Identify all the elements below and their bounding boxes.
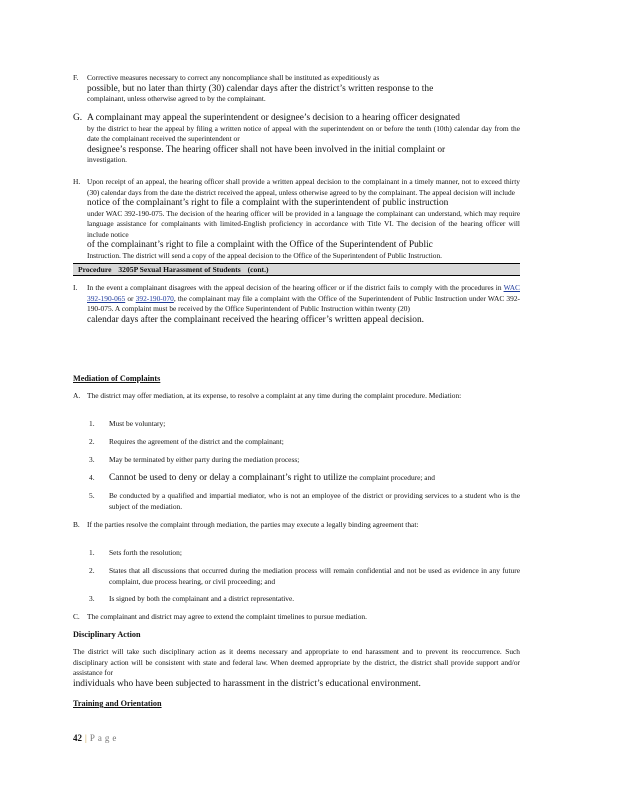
procedure-label: Procedure — [78, 265, 112, 274]
section-h-line4: of the complainant’s right to file a complaint with the Office of the Superintendent of Public — [87, 240, 433, 250]
item-number: 5. — [89, 491, 95, 500]
item-text: Requires the agreement of the district and the complainant; — [109, 437, 284, 446]
section-f-line2: possible, but no later than thirty (30) calendar days after the district’s written response to the — [87, 83, 434, 94]
section-h-line3: under WAC 392-190-075. The decision of the hearing officer will be provided in a language the complainant can understand, which may require language assistance for complainants with limited-English proficiency in accordance with Title VI. The decision of the hearing officer will include notice — [87, 208, 520, 239]
mediation-b-text: If the parties resolve the complaint through mediation, the parties may execute a legally binding agreement that: — [87, 520, 419, 529]
section-h-label: H. — [73, 177, 81, 186]
mediation-b — [73, 520, 520, 531]
item-number: 1. — [89, 419, 95, 428]
item-text: States that all discussions that occurred during the mediation process will remain confidential and not be used as evidence in any future complaint, due process hearing, or civil proceeding; and — [109, 566, 520, 586]
procedure-cont: (cont.) — [247, 265, 269, 274]
mediation-c-text: The complainant and district may agree to extend the complaint timelines to pursue mediation. — [87, 612, 367, 621]
section-g-line1: A complainant may appeal the superintendent or designee’s decision to a hearing officer designated — [87, 113, 460, 123]
mediation-b-item-2 — [89, 566, 520, 587]
mediation-c — [73, 612, 520, 623]
section-g-line3: designee’s response. The hearing officer shall not have been involved in the initial complaint or — [87, 144, 446, 155]
mediation-c-label: C. — [73, 612, 80, 621]
item-number: 1. — [89, 548, 95, 557]
item-text: Sets forth the resolution; — [109, 548, 182, 557]
item-number: 2. — [89, 437, 95, 446]
wac-070-link[interactable]: 392-190-070 — [135, 293, 174, 303]
page-number: 42 — [73, 733, 82, 743]
procedure-title: 3205P Sexual Harassment of Students — [118, 265, 241, 274]
section-i-post: , the complainant may file a complaint with the Office of the Superintendent of Public Instruction under WAC 392-190-075. A complaint must be received by the Office Superintendent of Public Instruction within twenty (20) — [87, 293, 520, 313]
section-h-line5: Instruction. The district will send a copy of the appeal decision to the Office of the Superintendent of Public Instruction. — [87, 250, 443, 260]
mediation-b-item-3 — [89, 594, 520, 605]
section-i-pre: In the event a complainant disagrees with the appeal decision of the hearing officer or if the district fails to comply with the procedures in — [87, 283, 502, 292]
section-h-line1: Upon receipt of an appeal, the hearing officer shall provide a written appeal decision to the complainant in a timely manner, not to exceed thirty (30) calendar days from the date the district received the appeal, unless otherwise agreed to by the complainant. The appeal decision will include — [87, 177, 520, 197]
mediation-a-item-4 — [89, 473, 520, 484]
disciplinary-line2: individuals who have been subjected to harassment in the district’s educational environment. — [73, 678, 421, 689]
section-f — [73, 73, 520, 105]
section-i-line1 — [87, 283, 520, 315]
item-number: 4. — [89, 473, 95, 482]
item-text-small: the complaint procedure; and — [348, 473, 435, 482]
section-g-line4: investigation. — [87, 155, 128, 164]
item-text: Be conducted by a qualified and impartial mediator, who is not an employee of the district or providing services to a student who is the subject of the mediation. — [109, 491, 520, 511]
item-text: Is signed by both the complainant and a district representative. — [109, 594, 295, 603]
section-h-line2: notice of the complainant’s right to file a complaint with the superintendent of public instruction — [87, 198, 449, 208]
section-f-label: F. — [73, 73, 79, 82]
section-i — [73, 283, 520, 325]
mediation-heading: Mediation of Complaints — [73, 374, 161, 383]
mediation-a-item-2 — [89, 437, 520, 448]
disciplinary-heading: Disciplinary Action — [73, 630, 141, 639]
item-number: 2. — [89, 566, 95, 575]
section-h — [73, 177, 520, 261]
section-f-line3: complainant, unless otherwise agreed to by the complainant. — [87, 94, 266, 103]
footer-separator: | — [85, 733, 87, 743]
page-word: Page — [89, 733, 120, 743]
mediation-a-item-3 — [89, 455, 520, 466]
item-number: 3. — [89, 455, 95, 464]
page-footer — [73, 733, 119, 743]
section-i-label: I. — [73, 283, 78, 292]
item-text-large: Cannot be used to deny or delay a complainant’s right to utilize — [109, 473, 347, 483]
training-heading: Training and Orientation — [73, 699, 162, 708]
section-i-line2: calendar days after the complainant received the hearing officer’s written appeal decision. — [87, 314, 425, 325]
item-number: 3. — [89, 594, 95, 603]
item-text: Must be voluntary; — [109, 419, 166, 428]
section-g-label: G. — [73, 113, 83, 123]
item-text: May be terminated by either party during the mediation process; — [109, 455, 300, 464]
section-g-line2: by the district to hear the appeal by filing a written notice of appeal with the superintendent on or before the tenth (10th) calendar day from the date the complainant received the superintendent or — [87, 123, 520, 143]
section-f-line1: Corrective measures necessary to correct any noncompliance shall be instituted as expeditiously as — [87, 73, 380, 82]
section-g — [73, 113, 520, 166]
disciplinary-body: The district will take such disciplinary action as it deems necessary and appropriate to end harassment and to prevent its reoccurrence. Such disciplinary action will be consistent with state and federal law. When deemed appropriate by the district, the district shall provide support and/or assistance for — [73, 647, 520, 677]
wac-065-link[interactable]: WAC 392-190-065 — [87, 283, 520, 303]
mediation-b-label: B. — [73, 520, 80, 529]
mediation-a-item-1 — [89, 419, 520, 430]
mediation-a — [73, 391, 520, 402]
section-i-or: or — [127, 293, 134, 303]
mediation-a-item-5 — [89, 491, 520, 512]
procedure-header-bar — [73, 263, 520, 276]
mediation-a-label: A. — [73, 391, 81, 400]
disciplinary-text — [73, 647, 520, 689]
mediation-a-text: The district may offer mediation, at its expense, to resolve a complaint at any time during the complaint procedure. Mediation: — [87, 391, 462, 400]
mediation-b-item-1 — [89, 548, 520, 559]
